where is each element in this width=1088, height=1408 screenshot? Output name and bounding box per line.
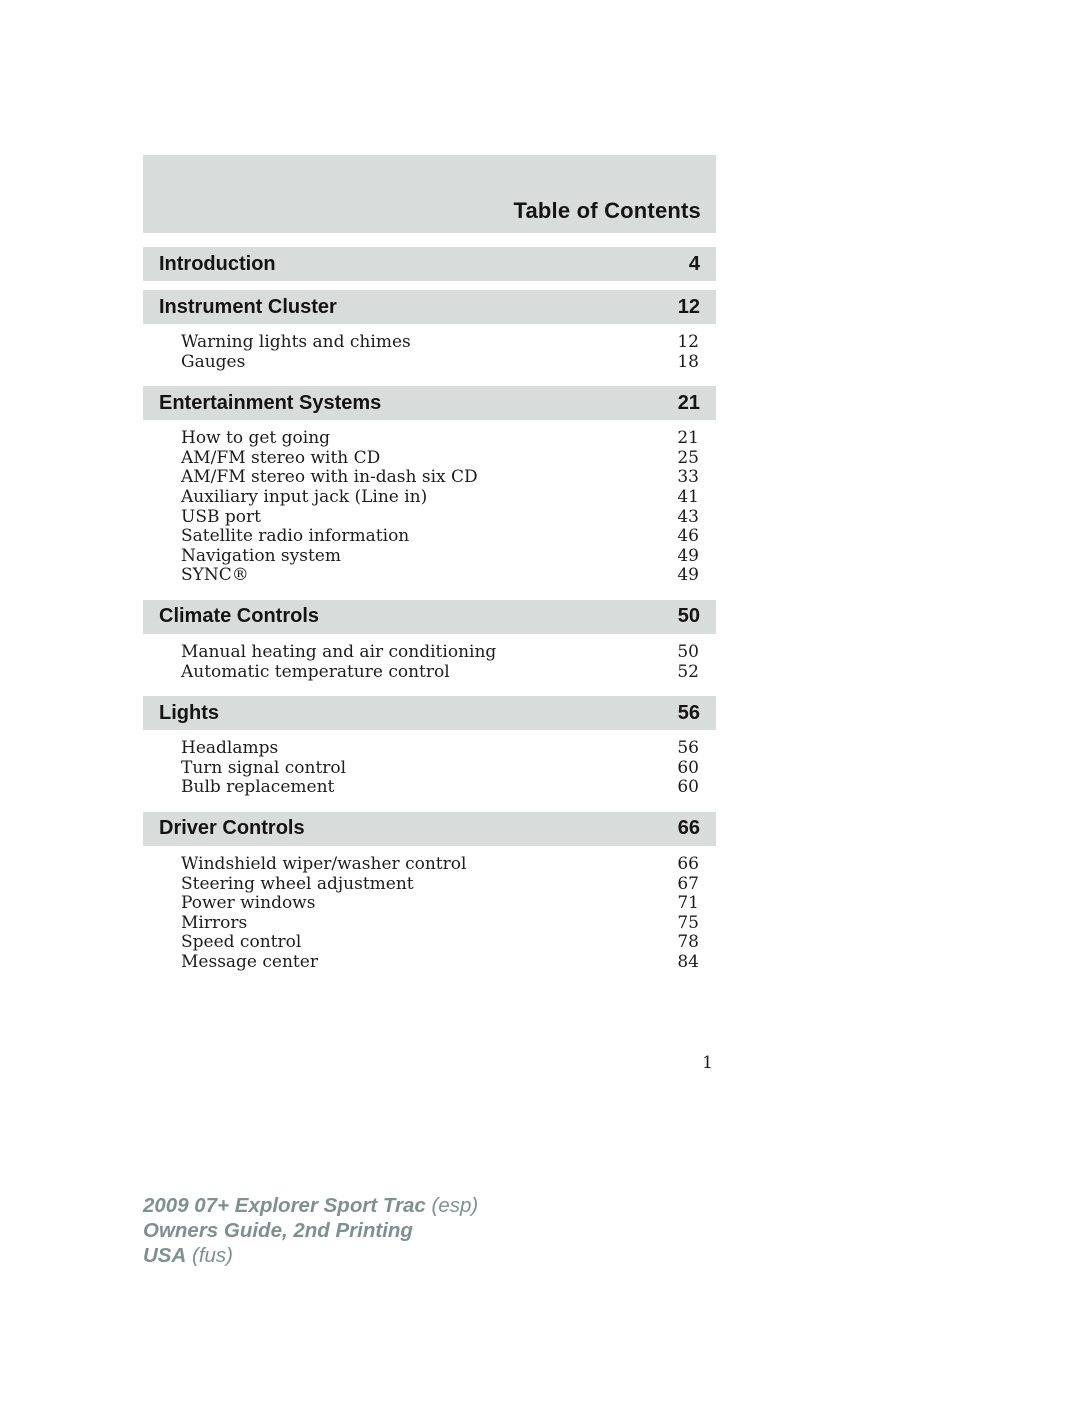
footer-line-2 <box>143 1218 478 1243</box>
toc-item-page-number: 50 <box>677 641 699 662</box>
toc-item-page-number: 60 <box>677 777 699 798</box>
section-page-number: 12 <box>677 295 700 318</box>
toc-item-label: Bulb replacement <box>181 777 335 798</box>
section-items <box>143 324 716 377</box>
toc-item-label: Turn signal control <box>181 757 347 778</box>
toc-item-label: Message center <box>181 951 318 972</box>
toc-header-block <box>143 155 716 233</box>
toc-section <box>143 290 716 377</box>
section-page-number: 21 <box>677 391 700 414</box>
footer <box>143 1193 478 1268</box>
folio-page-number: 1 <box>702 1053 713 1073</box>
section-label: Introduction <box>159 252 276 275</box>
toc-item-page-number: 60 <box>677 757 699 778</box>
toc-item-page-number: 43 <box>677 506 699 527</box>
toc-item-page-number: 49 <box>677 545 699 566</box>
toc-item-page-number: 56 <box>677 738 699 759</box>
toc-item-row <box>181 468 699 488</box>
toc-section <box>143 600 716 687</box>
toc-item-row <box>181 353 699 373</box>
toc-item-row <box>181 333 699 353</box>
section-page-number: 66 <box>677 817 700 840</box>
section-row <box>143 812 716 846</box>
toc-item-page-number: 33 <box>677 467 699 488</box>
footer-country: USA <box>143 1244 187 1267</box>
toc-section <box>143 386 716 591</box>
toc-item-page-number: 84 <box>677 951 699 972</box>
toc-item-row <box>181 855 699 875</box>
toc-item-page-number: 71 <box>677 893 699 914</box>
toc-item-label: Gauges <box>181 351 246 372</box>
toc-item-row <box>181 508 699 528</box>
toc-item-label: AM/FM stereo with CD <box>181 447 381 468</box>
toc-item-label: Manual heating and air conditioning <box>181 641 497 662</box>
toc-item-row <box>181 566 699 586</box>
section-label: Lights <box>159 701 219 724</box>
toc-item-page-number: 25 <box>677 447 699 468</box>
section-row <box>143 600 716 634</box>
toc-item-row <box>181 527 699 547</box>
toc-item-label: Auxiliary input jack (Line in) <box>181 486 428 507</box>
toc-item-row <box>181 449 699 469</box>
toc-item-row <box>181 875 699 895</box>
toc-item-label: How to get going <box>181 428 331 449</box>
toc-item-page-number: 21 <box>677 428 699 449</box>
toc-section <box>143 247 716 281</box>
section-label: Entertainment Systems <box>159 391 382 414</box>
section-row <box>143 247 716 281</box>
toc-item-row <box>181 933 699 953</box>
section-label: Instrument Cluster <box>159 295 337 318</box>
section-items <box>143 634 716 687</box>
toc-item-label: Automatic temperature control <box>181 661 450 682</box>
section-row <box>143 290 716 324</box>
toc-item-row <box>181 547 699 567</box>
toc-content <box>143 155 716 977</box>
toc-item-row <box>181 894 699 914</box>
toc-item-label: AM/FM stereo with in-dash six CD <box>181 467 478 488</box>
toc-item-row <box>181 429 699 449</box>
toc-item-page-number: 78 <box>677 932 699 953</box>
toc-item-label: Satellite radio information <box>181 526 410 547</box>
section-label: Driver Controls <box>159 817 305 840</box>
toc-section <box>143 696 716 803</box>
toc-item-row <box>181 914 699 934</box>
toc-item-row <box>181 953 699 973</box>
section-items <box>143 846 716 978</box>
section-row <box>143 386 716 420</box>
footer-code-fus: (fus) <box>192 1244 233 1267</box>
toc-item-label: USB port <box>181 506 261 527</box>
section-items <box>143 730 716 803</box>
toc-item-label: Mirrors <box>181 912 248 933</box>
toc-item-page-number: 49 <box>677 565 699 586</box>
section-page-number: 56 <box>677 701 700 724</box>
toc-item-row <box>181 739 699 759</box>
footer-title: 2009 07+ Explorer Sport Trac <box>143 1194 426 1217</box>
footer-line-1 <box>143 1193 478 1218</box>
toc-item-page-number: 46 <box>677 526 699 547</box>
toc-item-label: Speed control <box>181 932 302 953</box>
toc-item-row <box>181 663 699 683</box>
toc-item-label: SYNC® <box>181 565 249 586</box>
toc-item-label: Windshield wiper/washer control <box>181 853 467 874</box>
toc-item-page-number: 67 <box>677 873 699 894</box>
toc-item-row <box>181 643 699 663</box>
section-row <box>143 696 716 730</box>
section-page-number: 4 <box>688 252 700 275</box>
toc-section <box>143 812 716 978</box>
toc-item-row <box>181 778 699 798</box>
section-label: Climate Controls <box>159 605 320 628</box>
toc-item-page-number: 41 <box>677 486 699 507</box>
footer-line-3 <box>143 1243 478 1268</box>
toc-item-row <box>181 759 699 779</box>
page-title: Table of Contents <box>513 198 701 223</box>
toc-item-page-number: 12 <box>677 332 699 352</box>
footer-guide: Owners Guide, 2nd Printing <box>143 1219 413 1242</box>
section-page-number: 50 <box>677 605 700 628</box>
footer-code-esp: (esp) <box>431 1194 479 1217</box>
section-items <box>143 420 716 591</box>
toc-sections <box>143 247 716 977</box>
toc-item-label: Warning lights and chimes <box>181 332 411 352</box>
toc-item-label: Navigation system <box>181 545 341 566</box>
toc-item-page-number: 66 <box>677 853 699 874</box>
toc-item-label: Power windows <box>181 893 316 914</box>
toc-item-page-number: 52 <box>677 661 699 682</box>
toc-item-label: Steering wheel adjustment <box>181 873 414 894</box>
toc-item-page-number: 18 <box>677 351 699 372</box>
toc-item-row <box>181 488 699 508</box>
toc-item-label: Headlamps <box>181 738 279 759</box>
toc-item-page-number: 75 <box>677 912 699 933</box>
